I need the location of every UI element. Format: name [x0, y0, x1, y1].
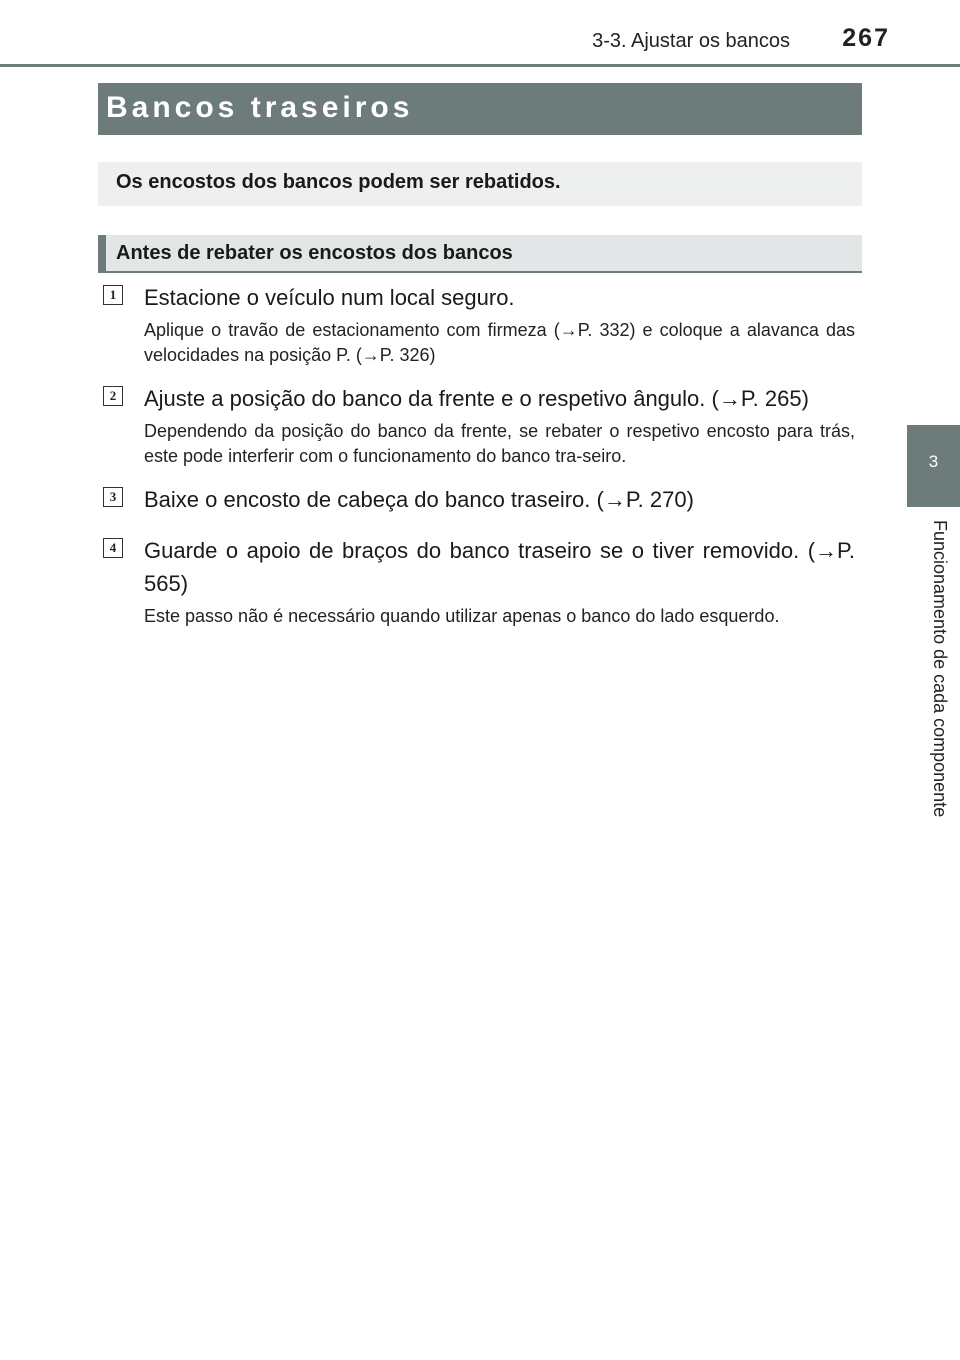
step-instruction: Guarde o apoio de braços do banco traseiro se o tiver removido. (→P. 565)	[144, 538, 855, 596]
section-intro: Os encostos dos bancos podem ser rebatidos.	[98, 162, 862, 206]
chapter-tab-label: Funcionamento de cada componente	[930, 520, 950, 818]
page-header	[0, 0, 960, 68]
step-instruction: Estacione o veículo num local seguro.	[144, 285, 515, 310]
chapter-title: 3-3. Ajustar os bancos	[592, 30, 790, 52]
steps-list	[103, 281, 855, 629]
step-instruction: Baixe o encosto de cabeça do banco traseiro. (→P. 270)	[144, 487, 694, 512]
sub-heading: Antes de rebater os encostos dos bancos	[98, 235, 862, 273]
step-note: Dependendo da posição do banco da frente, se rebater o respetivo encosto para trás, este pode interferir com o funcionamento do banco tra-seiro.	[144, 421, 855, 466]
step-item	[103, 483, 855, 516]
step-number-badge: 2	[103, 386, 123, 406]
step-instruction: Ajuste a posição do banco da frente e o respetivo ângulo. (→P. 265)	[144, 386, 809, 411]
section-title: Bancos traseiros	[98, 83, 862, 135]
step-item	[103, 534, 855, 629]
step-note: Este passo não é necessário quando utilizar apenas o banco do lado esquerdo.	[144, 606, 780, 626]
chapter-tab	[907, 425, 960, 507]
step-number-badge: 1	[103, 285, 123, 305]
step-number-badge: 3	[103, 487, 123, 507]
step-number-badge: 4	[103, 538, 123, 558]
page-number: 267	[842, 24, 890, 52]
chapter-tab-number: 3	[928, 452, 939, 471]
step-item	[103, 281, 855, 368]
header-rule	[0, 64, 960, 67]
step-note: Aplique o travão de estacionamento com firmeza (→P. 332) e coloque a alavanca das velocidades na posição P. (→P. 326)	[144, 320, 855, 365]
step-item	[103, 382, 855, 469]
